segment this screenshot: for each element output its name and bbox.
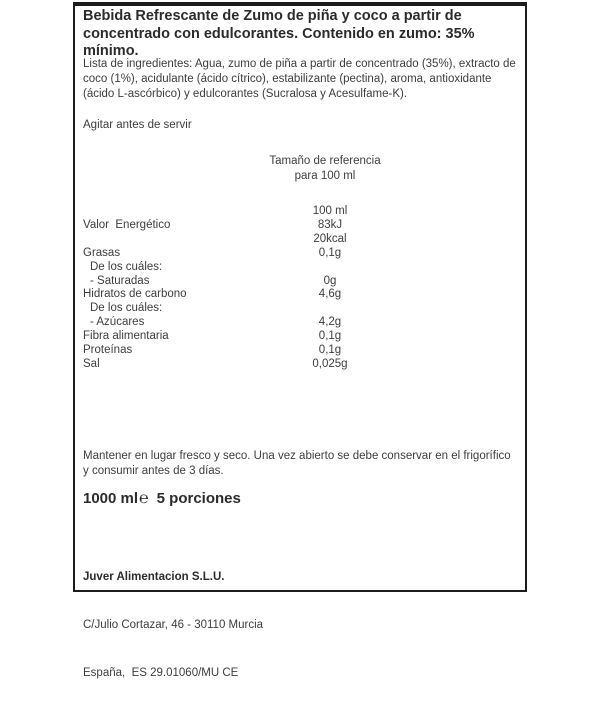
nutrition-column-header: 100 ml [312, 205, 348, 217]
nutrition-value: 0,1g [318, 330, 342, 343]
nutrition-label: Valor Energético [83, 219, 171, 231]
reference-size-line2: para 100 ml [294, 170, 356, 182]
servings-count: 5 porciones [156, 490, 241, 507]
nutrition-value: 83kJ [317, 219, 343, 231]
nutrition-row [83, 233, 523, 247]
nutrition-row [83, 219, 523, 233]
nutrition-label: De los cuáles: [90, 302, 163, 315]
nutrition-value: 0g [323, 274, 337, 287]
nutrition-table [83, 219, 523, 372]
nutrition-row [83, 275, 523, 289]
nutrition-row [83, 302, 523, 316]
nutrition-row [83, 344, 523, 358]
nutrition-label: Grasas [83, 246, 121, 259]
nutrition-row [83, 288, 523, 302]
nutrition-value: 4,2g [318, 316, 342, 329]
nutrition-value: 20kcal [313, 232, 347, 245]
nutrition-row [83, 247, 523, 261]
manufacturer-block [83, 537, 503, 713]
nutrition-row [83, 330, 523, 344]
reference-size-line1: Tamaño de referencia [269, 155, 381, 167]
nutrition-label: De los cuáles: [90, 260, 163, 273]
nutrition-label: Fibra alimentaria [83, 330, 169, 343]
product-title: Bebida Refrescante de Zumo de piña y coco a partir de concentrado con edulcorantes. Contenido en zumo: 35% mínimo. [83, 8, 475, 59]
storage-instructions: Mantener en lugar fresco y seco. Una vez abierto se debe conservar en el frigorífico y consumir antes de 3 días. [83, 450, 511, 477]
estimated-sign: ℮ [139, 490, 149, 507]
nutrition-value: 4,6g [318, 288, 342, 301]
nutrition-value: 0,1g [318, 246, 342, 259]
shake-instruction: Agitar antes de servir [83, 119, 192, 131]
nutrition-label: - Saturadas [90, 274, 150, 287]
net-quantity-line [83, 490, 503, 508]
net-volume: 1000 ml [83, 490, 139, 507]
label-border-box [73, 2, 527, 679]
nutrition-row [83, 316, 523, 330]
manufacturer-country-registration: España, ES 29.01060/MU CE [83, 667, 239, 679]
nutrition-value: 0,1g [318, 344, 342, 357]
manufacturer-address: C/Julio Cortazar, 46 - 30110 Murcia [83, 619, 264, 631]
nutrition-label: Hidratos de carbono [83, 288, 187, 301]
nutrition-label: Sal [83, 357, 100, 370]
reference-size-block [245, 154, 405, 184]
nutrition-row [83, 358, 523, 372]
nutrition-row [83, 261, 523, 275]
nutrition-value: 0,025g [312, 357, 348, 370]
nutrition-label: Proteínas [83, 344, 133, 357]
ingredients-list: Lista de ingredientes: Agua, zumo de piña a partir de concentrado (35%), extracto de coco (1%), acidulante (ácido cítrico), estabilizante (pectina), aroma, antioxidante (ácido L-ascórbico) y edulcorantes (Sucralosa y Acesulfame-K). [83, 58, 516, 100]
nutrition-label: - Azúcares [90, 316, 145, 329]
manufacturer-name: Juver Alimentacion S.L.U. [83, 571, 225, 583]
